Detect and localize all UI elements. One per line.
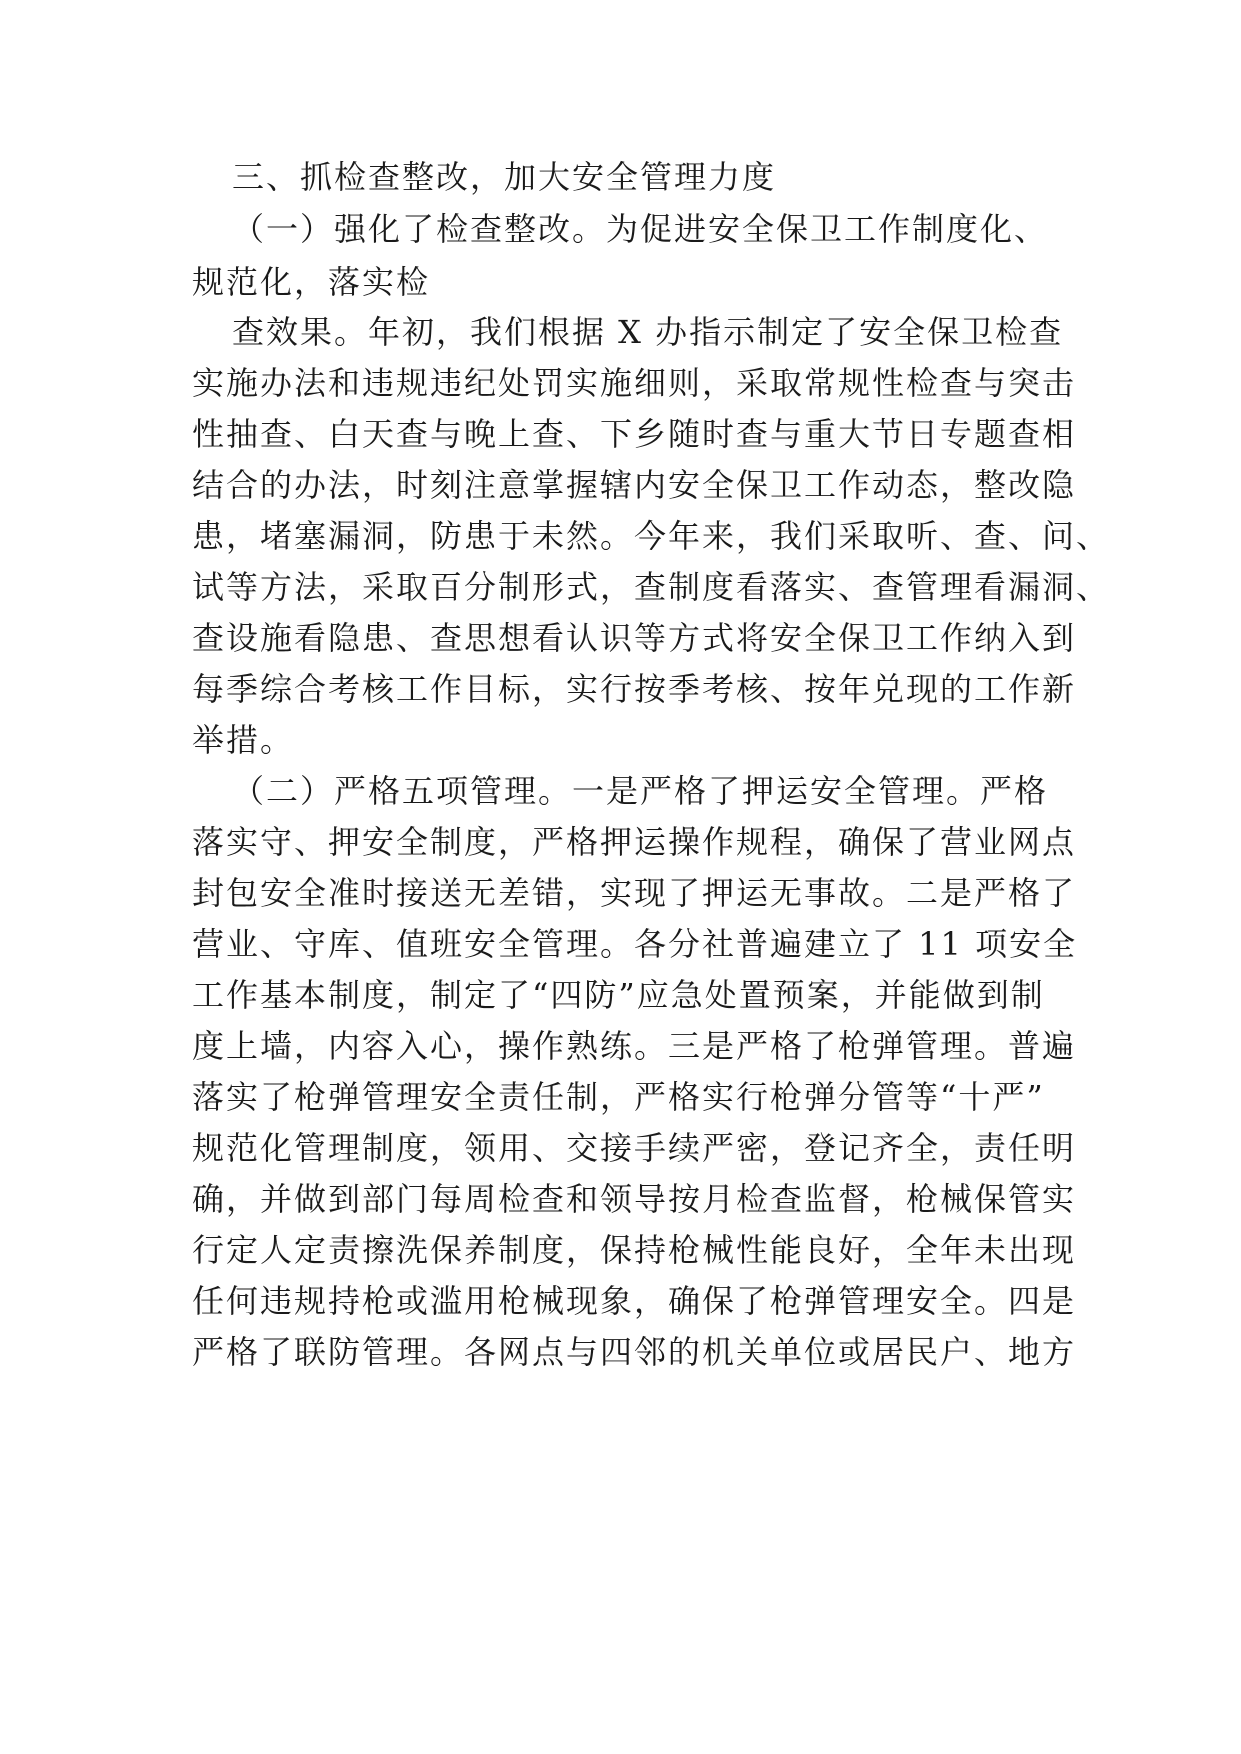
paragraph-line: 任何违规持枪或滥用枪械现象，确保了枪弹管理安全。四是 xyxy=(192,1282,1077,1320)
paragraph-line: 落实了枪弹管理安全责任制，严格实行枪弹分管等“十严” xyxy=(192,1078,1045,1116)
paragraph-line: 查设施看隐患、查思想看认识等方式将安全保卫工作纳入到 xyxy=(192,619,1077,657)
paragraph-line: 规范化管理制度，领用、交接手续严密，登记齐全，责任明 xyxy=(192,1129,1077,1167)
paragraph-line: 营业、守库、值班安全管理。各分社普遍建立了 11 项安全 xyxy=(192,925,1078,963)
paragraph-line: 规范化，落实检 xyxy=(192,263,431,301)
paragraph-line: 举措。 xyxy=(192,721,295,759)
section-heading: 三、抓检查整改，加大安全管理力度 xyxy=(232,158,777,196)
paragraph-line: 行定人定责擦洗保养制度，保持枪械性能良好，全年未出现 xyxy=(192,1231,1077,1269)
paragraph-line: 每季综合考核工作目标，实行按季考核、按年兑现的工作新 xyxy=(192,670,1077,708)
paragraph-line: （一）强化了检查整改。为促进安全保卫工作制度化、 xyxy=(232,210,1049,248)
paragraph-line: 查效果。年初，我们根据 X 办指示制定了安全保卫检查 xyxy=(232,313,1064,351)
paragraph-line: 落实守、押安全制度，严格押运操作规程，确保了营业网点 xyxy=(192,823,1077,861)
paragraph-line: 封包安全准时接送无差错，实现了押运无事故。二是严格了 xyxy=(192,874,1077,912)
paragraph-line: 工作基本制度，制定了“四防”应急处置预案，并能做到制 xyxy=(192,976,1045,1014)
paragraph-line: 患，堵塞漏洞，防患于未然。今年来，我们采取听、查、问、 xyxy=(192,517,1111,555)
paragraph-line: （二）严格五项管理。一是严格了押运安全管理。严格 xyxy=(232,772,1049,810)
paragraph-line: 严格了联防管理。各网点与四邻的机关单位或居民户、地方 xyxy=(192,1333,1077,1371)
paragraph-line: 确，并做到部门每周检查和领导按月检查监督，枪械保管实 xyxy=(192,1180,1077,1218)
paragraph-line: 结合的办法，时刻注意掌握辖内安全保卫工作动态，整改隐 xyxy=(192,466,1077,504)
paragraph-line: 试等方法，采取百分制形式，查制度看落实、查管理看漏洞、 xyxy=(192,568,1111,606)
paragraph-line: 实施办法和违规违纪处罚实施细则，采取常规性检查与突击 xyxy=(192,364,1077,402)
paragraph-line: 度上墙，内容入心，操作熟练。三是严格了枪弹管理。普遍 xyxy=(192,1027,1077,1065)
paragraph-line: 性抽查、白天查与晚上查、下乡随时查与重大节日专题查相 xyxy=(192,415,1077,453)
